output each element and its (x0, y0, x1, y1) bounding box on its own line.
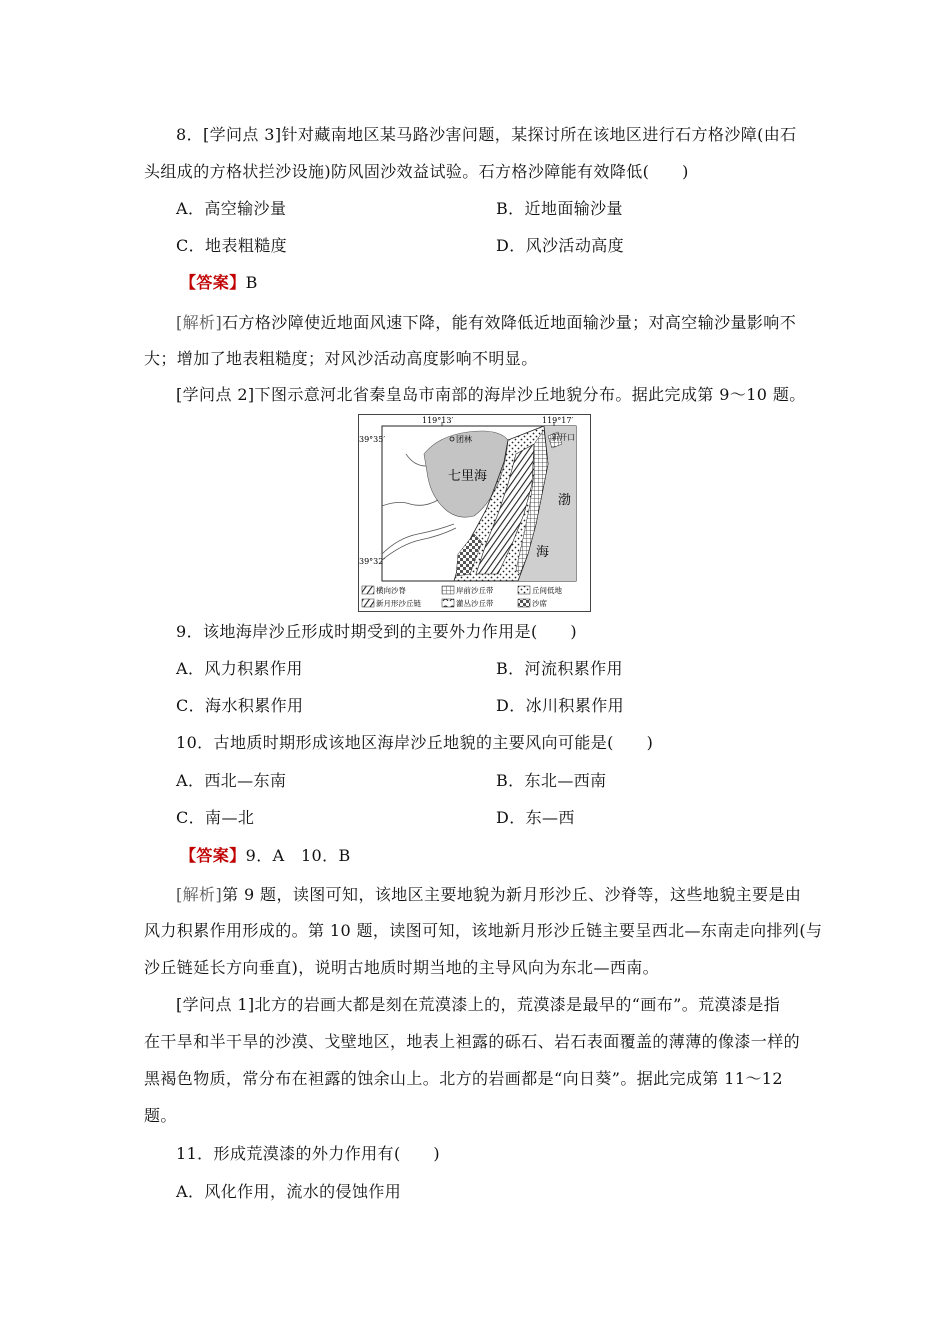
sea-label-2: 海 (536, 545, 550, 560)
q9-option-b: B．河流积累作用 (496, 659, 623, 678)
q8-analysis-line2: 大；增加了地表粗糙度；对风沙活动高度影响不明显。 (144, 349, 538, 368)
lon-left-label: 119°13′ (422, 416, 454, 425)
answer-value: 9．A 10．B (245, 846, 351, 865)
ans-9-10-analysis-line1 (176, 884, 801, 906)
lat-bottom-label: 39°32′ (359, 557, 386, 566)
answer-value: B (245, 273, 258, 292)
lat-top-label: 39°35′ (359, 435, 386, 444)
ans-9-10-analysis-line2: 风力积累作用形成的。第 10 题，读图可知，该地新月形沙丘链主要呈西北—东南走向排列(与 (144, 921, 823, 940)
legend-swatch-shrub (442, 599, 454, 607)
xinkaikou-label: 新开口 (551, 433, 575, 442)
legend-swatch-transverse-ridge (362, 586, 374, 594)
q9-option-d: D．冰川积累作用 (496, 696, 625, 715)
legend-swatch-foredune (442, 586, 454, 594)
q11-stem: 11．形成荒漠漆的外力作用有( ) (176, 1144, 441, 1163)
q8-option-a: A．高空输沙量 (176, 199, 287, 218)
legend-item-1: 岸前沙丘带 (456, 586, 494, 595)
q11-option-a: A．风化作用，流水的侵蚀作用 (176, 1182, 402, 1201)
q9-option-c: C．海水积累作用 (176, 696, 304, 715)
intro-11-12-line1: [学问点 1]北方的岩画大都是刻在荒漠漆上的，荒漠漆是最早的“画布”。荒漠漆是指 (176, 995, 781, 1014)
lon-right-label: 119°17′ (542, 416, 574, 425)
q8-stem-line2: 头组成的方格状拦沙设施)防风固沙效益试验。石方格沙障能有效降低( ) (144, 162, 689, 181)
sea-label-1: 渤 (558, 493, 572, 508)
q8-option-d: D．风沙活动高度 (496, 236, 625, 255)
legend-item-5: 沙席 (532, 599, 547, 608)
q8-answer (180, 272, 258, 294)
legend-item-3: 新月形沙丘链 (376, 599, 421, 608)
analysis-tag: [解析] (176, 313, 223, 332)
ans-9-10-analysis-line3: 沙丘链延长方向垂直)，说明古地质时期当地的主导风向为东北—西南。 (144, 958, 660, 977)
tuanlin-label: 团林 (456, 435, 472, 444)
legend-swatch-sand-sheet (518, 599, 530, 607)
coastal-dune-map (358, 414, 591, 612)
legend-swatch-crescent (362, 599, 374, 607)
q8-analysis-line1 (176, 312, 796, 334)
legend-item-0: 横向沙脊 (376, 586, 406, 595)
answer-tag: 【答案】 (180, 846, 246, 865)
q9-stem: 9．该地海岸沙丘形成时期受到的主要外力作用是( ) (176, 622, 578, 641)
q8-stem-line1: 8．[学问点 3]针对藏南地区某马路沙害问题，某探讨所在该地区进行石方格沙障(由石 (176, 125, 797, 144)
intro-11-12-line2: 在干旱和半干旱的沙漠、戈壁地区，地表上袒露的砾石、岩石表面覆盖的薄薄的像漆一样的 (144, 1032, 801, 1051)
analysis-text: 第 9 题，读图可知，该地区主要地貌为新月形沙丘、沙脊等，这些地貌主要是由 (222, 885, 802, 904)
intro-11-12-line3: 黑褐色物质，常分布在袒露的蚀余山上。北方的岩画都是“向日葵”。据此完成第 11～12 (144, 1069, 783, 1088)
answer-tag: 【答案】 (180, 273, 246, 292)
q10-option-d: D．东—西 (496, 808, 575, 827)
q10-option-a: A．西北—东南 (176, 771, 287, 790)
q8-option-b: B．近地面输沙量 (496, 199, 623, 218)
q10-stem: 10．古地质时期形成该地区海岸沙丘地貌的主要风向可能是( ) (176, 733, 654, 752)
analysis-text: 石方格沙障使近地面风速下降，能有效降低近地面输沙量；对高空输沙量影响不 (222, 313, 797, 332)
ans-9-10 (180, 845, 351, 867)
legend-item-4: 灌丛沙丘带 (456, 599, 494, 608)
intro-9-10: [学问点 2]下图示意河北省秦皇岛市南部的海岸沙丘地貌分布。据此完成第 9～10 题。 (176, 385, 806, 404)
q10-option-b: B．东北—西南 (496, 771, 607, 790)
lake-label: 七里海 (448, 469, 488, 484)
legend-swatch-interdune (518, 586, 530, 594)
legend-item-2: 丘间低地 (532, 586, 562, 595)
q10-option-c: C．南—北 (176, 808, 255, 827)
q9-option-a: A．风力积累作用 (176, 659, 303, 678)
q8-option-c: C．地表粗糙度 (176, 236, 288, 255)
analysis-tag: [解析] (176, 885, 223, 904)
intro-11-12-line4: 题。 (144, 1106, 177, 1125)
